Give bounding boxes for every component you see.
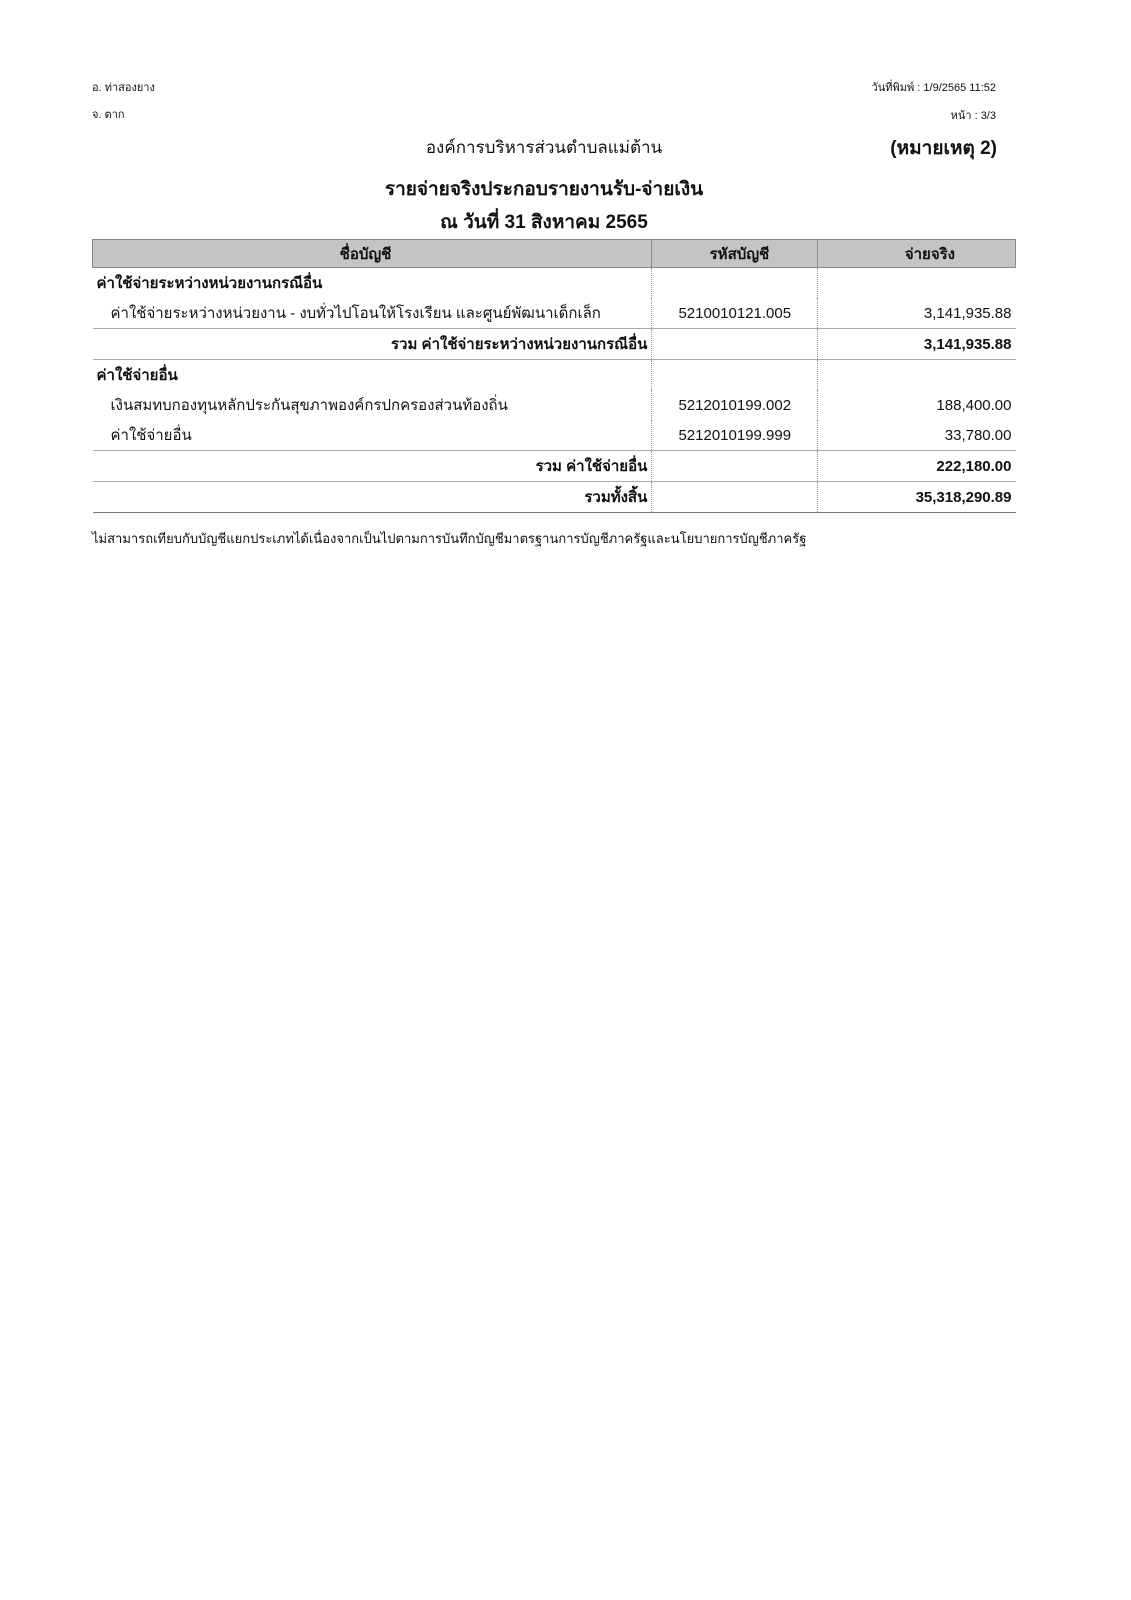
section-row xyxy=(93,360,1016,391)
subtotal-row xyxy=(93,329,1016,360)
grand-total-label: รวมทั้งสิ้น xyxy=(93,482,652,513)
expense-table xyxy=(92,239,1016,513)
account-code: 5212010199.002 xyxy=(652,390,818,420)
account-name: ค่าใช้จ่ายระหว่างหน่วยงาน - งบทั่วไปโอนให้โรงเรียน และศูนย์พัฒนาเด็กเล็ก xyxy=(110,305,601,322)
account-code: 5210010121.005 xyxy=(652,298,818,329)
province-label: จ. ตาก xyxy=(92,109,125,121)
section-title: ค่าใช้จ่ายระหว่างหน่วยงานกรณีอื่น xyxy=(96,275,323,292)
account-amount: 33,780.00 xyxy=(818,420,1016,451)
table-header-row xyxy=(93,240,1016,268)
section-title: ค่าใช้จ่ายอื่น xyxy=(96,367,178,384)
account-name: ค่าใช้จ่ายอื่น xyxy=(110,427,192,444)
table-row xyxy=(93,390,1016,420)
account-name: เงินสมทบกองทุนหลักประกันสุขภาพองค์กรปกครองส่วนท้องถิ่น xyxy=(110,397,508,414)
grand-total-row xyxy=(93,482,1016,513)
column-header-account-code: รหัสบัญชี xyxy=(652,240,818,268)
subtotal-label: รวม ค่าใช้จ่ายอื่น xyxy=(93,451,652,482)
table-row xyxy=(93,298,1016,329)
account-amount: 3,141,935.88 xyxy=(818,298,1016,329)
page-number: หน้า : 3/3 xyxy=(950,110,996,122)
column-header-amount: จ่ายจริง xyxy=(818,240,1016,268)
account-amount: 188,400.00 xyxy=(818,390,1016,420)
organization-name: องค์การบริหารส่วนตำบลแม่ต้าน xyxy=(425,138,663,157)
note-tag: (หมายเหตุ 2) xyxy=(890,138,997,159)
district-label: อ. ท่าสองยาง xyxy=(92,82,155,94)
report-title: รายจ่ายจริงประกอบรายงานรับ-จ่ายเงิน xyxy=(384,179,704,200)
footnote: ไม่สามารถเทียบกับบัญชีแยกประเภทได้เนื่องจากเป็นไปตามการบันทึกบัญชีมาตรฐานการบัญชีภาครัฐและนโยบายการบัญชีภาครัฐ xyxy=(92,531,807,546)
section-row xyxy=(93,268,1016,299)
grand-total-amount: 35,318,290.89 xyxy=(818,482,1016,513)
subtotal-amount: 3,141,935.88 xyxy=(818,329,1016,360)
report-date: ณ วันที่ 31 สิงหาคม 2565 xyxy=(440,212,648,233)
subtotal-amount: 222,180.00 xyxy=(818,451,1016,482)
column-header-account-name: ชื่อบัญชี xyxy=(93,240,652,268)
account-code: 5212010199.999 xyxy=(652,420,818,451)
subtotal-row xyxy=(93,451,1016,482)
subtotal-label: รวม ค่าใช้จ่ายระหว่างหน่วยงานกรณีอื่น xyxy=(93,329,652,360)
print-date: วันที่พิมพ์ : 1/9/2565 11:52 xyxy=(871,82,996,94)
table-row xyxy=(93,420,1016,451)
